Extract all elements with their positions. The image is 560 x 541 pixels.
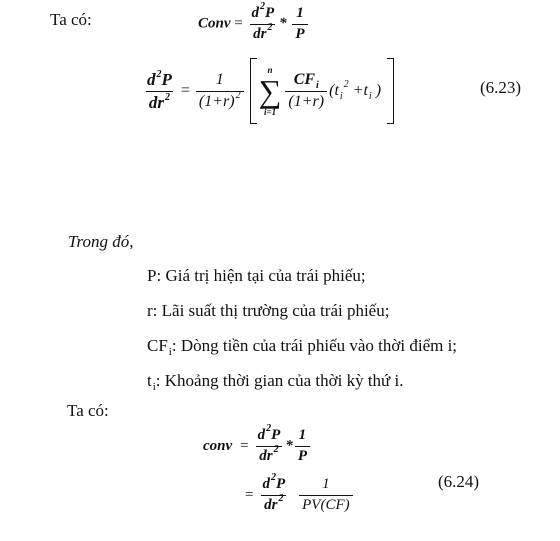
equals-sign: = (245, 486, 254, 503)
conv-lhs: conv (203, 437, 233, 454)
exponent: 2 (259, 1, 265, 12)
equation-label-6-23: (6.23) (480, 78, 522, 97)
tail-open: (t (329, 82, 339, 99)
subscript: i (168, 346, 172, 358)
coef-numerator: 1 (215, 70, 224, 88)
sum-lower: i=1 (263, 107, 277, 117)
numerator-d: d (147, 69, 156, 89)
right-bracket (387, 58, 394, 124)
numerator-d: d (251, 5, 259, 21)
numerator-var: P (264, 5, 275, 21)
definition-r (147, 301, 389, 321)
tail-term (329, 79, 382, 102)
fraction-denominator: PV(CF) (299, 495, 352, 514)
symbol: P (147, 266, 157, 285)
exponent: 2 (266, 423, 272, 434)
equation-6-23 (142, 58, 394, 124)
exponent: 2 (343, 79, 349, 90)
conv-lhs: Conv (198, 15, 231, 32)
tail-close: ) (371, 82, 382, 99)
intro-text-1: Ta có: (50, 10, 92, 29)
sum-sign: n ∑ i=1 (258, 65, 282, 117)
trong-do-heading: Trong đó, (68, 232, 134, 251)
term-denominator: (1+r) (285, 91, 327, 111)
equation-6-24-row2 (245, 472, 362, 514)
times-sign: * (285, 437, 293, 454)
equation-label-6-24: (6.24) (438, 472, 480, 491)
symbol: r (147, 301, 153, 320)
subscript: i (339, 91, 343, 102)
definition-t (147, 371, 403, 391)
exponent: 2 (267, 21, 273, 33)
denominator-dr: dr (264, 496, 278, 513)
exponent: 2 (270, 472, 276, 483)
numerator-var: P (275, 476, 286, 492)
denominator-dr: dr (148, 92, 164, 112)
fraction-numerator: 1 (296, 5, 304, 21)
definition-text: : Dòng tiền của trái phiếu vào thời điểm i; (171, 336, 458, 355)
sum-upper: n (267, 65, 273, 75)
denominator-dr: dr (253, 25, 267, 42)
fraction-denominator: P (292, 24, 307, 43)
exponent: 2 (235, 89, 241, 101)
denominator-dr: dr (259, 447, 273, 464)
symbol: t (147, 371, 152, 390)
left-bracket (250, 58, 257, 124)
definition-cf (147, 336, 457, 356)
exponent: 2 (156, 68, 162, 80)
equals-sign: = (240, 437, 249, 454)
equals-sign: = (180, 82, 190, 99)
equation-6-24-row1 (203, 423, 312, 465)
coef-denominator: (1+r) (198, 92, 235, 110)
exponent: 2 (273, 443, 279, 455)
fraction-denominator: P (295, 446, 310, 465)
intro-text-2: Ta có: (67, 401, 109, 420)
times-sign: * (279, 15, 287, 32)
numerator-d: d (262, 476, 270, 492)
fraction-numerator: 1 (322, 476, 330, 492)
subscript: i (368, 91, 372, 102)
exponent: 2 (165, 91, 170, 103)
definition-text: : Khoảng thời gian của thời kỳ thứ i. (155, 371, 404, 390)
numerator-var: P (271, 427, 281, 443)
equals-sign: = (234, 15, 243, 32)
symbol: CF (147, 336, 168, 355)
definition-text: : Lãi suất thị trường của trái phiếu; (152, 301, 390, 320)
conv-equation (198, 1, 310, 43)
numerator-d: d (257, 427, 266, 443)
subscript: i (316, 79, 319, 91)
tail-plus: +t (348, 82, 368, 99)
term-numerator: CF (293, 70, 316, 88)
fraction-numerator: 1 (298, 427, 307, 443)
definition-text: : Giá trị hiện tại của trái phiếu; (156, 266, 366, 285)
exponent: 2 (278, 492, 284, 504)
definition-p (147, 266, 366, 286)
numerator-var: P (161, 69, 172, 89)
subscript: i (152, 381, 156, 393)
